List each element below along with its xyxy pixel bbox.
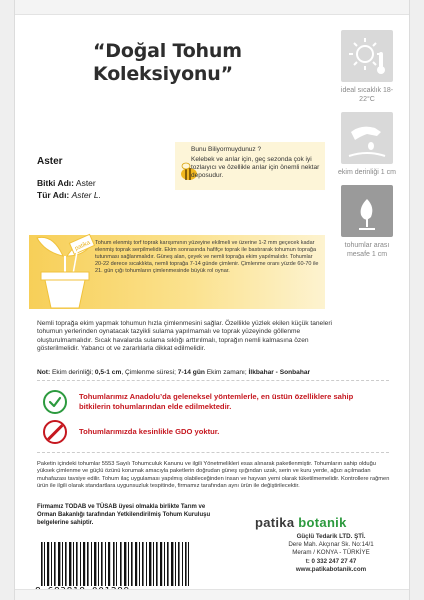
packet-bottom-seal <box>15 589 409 600</box>
legal-text: Paketin içindeki tohumlar 5553 Sayılı Tohumculuk Kanunu ve ilgili Yönetmelikleri esas alınarak paketlenmiştir. Tohumların sahip olduğu yüksek çimlenme ve güçlü özünü korumak amacıyla paketlerin doğrudan güneş ışığından uzak, serin ve kuru yerde, ağızı açılmadan muhafazası tavsiye edilir. Tohum ilaç uygulaması yapılmış olabileceğinden insan ve hayvan yemi olarak tüketilmemelidir. Kontrollere rağmen ürün ile ilgili olarak standartlara uygunsuzluk tespitinde, firmamız tarafından aynı ürün ile değiştirilecektir. <box>37 461 390 489</box>
terms-germination-value: 7-14 gün <box>177 369 205 376</box>
plant-common-name <box>37 178 96 188</box>
terms-germination-label: Çimlenme süresi; <box>125 369 176 376</box>
care-instructions-text: Nemli toprağa ekim yapmak tohumun hızla çimlenmesini sağlar. Özellikle yüzlek ekilen küçük taneleri tohumun yerlerinden oynatacak tazyikli sulama yapılmamalı ve toprak yüzeyinde göllenme oluşturulmamalıdır. Sıcak havalarda sulama sıklığı arttırılmalı, toprağın nemli kalmasına özen gösterilmelidir. Yabancı ot ve zararlılarla dikkat edilmelidir. <box>37 320 333 353</box>
no-gmo-statement: Tohumlarımızda kesinlikle GDO yoktur. <box>79 427 220 436</box>
company-phone: t: 0 332 247 27 47 <box>305 557 357 565</box>
company-address-line1: Dere Mah. Akçınar Sk. No:14/1 <box>288 541 374 549</box>
plant-species-value: Aster L. <box>71 190 101 200</box>
divider <box>37 452 389 453</box>
company-contact <box>263 533 399 574</box>
flower-pot-icon <box>33 212 97 312</box>
company-website[interactable]: www.patikabotanik.com <box>295 565 367 573</box>
did-you-know-text: Kelebek ve arılar için, geç sezonda çok iyi tozlaıyıcı ve özellikle arılar için önemli nektar deposudur. <box>191 156 320 179</box>
brand-logo-part2: botanik <box>298 515 347 530</box>
divider <box>37 380 389 381</box>
brand-logo-part1: patika <box>255 515 295 530</box>
packet-top-seal <box>15 0 409 15</box>
page-title: “Doğal Tohum Koleksiyonu” <box>93 40 242 85</box>
plant-species-name <box>37 190 101 200</box>
terms-time-value: İlkbahar - Sonbahar <box>248 369 311 376</box>
plant-common-name-label: Bitki Adı: <box>37 178 74 188</box>
growing-conditions-icons <box>335 30 399 267</box>
depth-caption: ekim derinliği 1 cm <box>338 169 396 176</box>
hand-planting-seed-icon <box>341 112 393 164</box>
did-you-know-heading: Bunu Biliyormuydunuz ? <box>191 146 262 153</box>
temperature-caption: ideal sıcaklık 18-22°C <box>340 87 394 103</box>
brand-logo <box>255 515 347 530</box>
pot-tag-label: patika <box>74 240 92 253</box>
sun-thermometer-icon <box>341 30 393 82</box>
plant-common-name-value: Aster <box>75 178 96 188</box>
seedling-icon <box>341 185 393 237</box>
no-gmo-icon <box>43 420 67 444</box>
plant-name: Aster <box>37 156 63 167</box>
terms-time-label: Ekim zamanı; <box>206 369 247 376</box>
traditional-methods-statement: Tohumlarımız Anadolu’da geleneksel yöntemlerle, en üstün özelliklere sahip bitkilerin tohumlarından elde edilmektedir. <box>79 392 354 411</box>
spacing-caption: tohumlar arası mesafe 1 cm <box>344 242 390 258</box>
sowing-instructions-text: Tohum elenmiş torf toprak karışımının yüzeyine ekilmeli ve üzerine 1-2 mm geçecek kadar elenmiş toprak serpilmelidir. Ekim sonrasında hafifçe toprak ile bastırarak tohumun toprağa tutunması sağlanmalıdır. Güneş alan, çeyek ve nemli toprağa ekim yapılmalıdır. Tohumlar 20-22 derece sıcaklıkta, nemli toprağa 7-14 günde çimlenir. Çimlenme oranı yüzde 60-70 ile 21. gün çığı tohumların çimlenmesinde büyük rol oynar. <box>95 240 319 275</box>
certification-text: Firmamız TODAB ve TÜSAB üyesi olmakla birlikte Tarım ve Orman Bakanlığı tarafından Yetkilendirilmiş Tohum Kuruluşu belgelerine sahiptir. <box>37 504 211 526</box>
terms-note-label: Not: <box>37 369 51 376</box>
plant-species-label: Tür Adı: <box>37 190 70 200</box>
seed-packet <box>14 0 410 600</box>
sowing-terms: Not: Ekim derinliği; 0,5-1 cm, Çimlenme süresi; 7-14 gün Ekim zamanı; İlkbahar - Sonbahar <box>37 369 311 376</box>
company-name: Güçlü Tedarik LTD. ŞTİ. <box>296 533 366 540</box>
company-address-line2: Meram / KONYA - TÜRKİYE <box>292 549 370 557</box>
terms-depth-value: 0,5-1 cm <box>94 369 122 376</box>
check-icon <box>43 390 67 414</box>
terms-depth-label: Ekim derinliği; <box>52 369 94 376</box>
